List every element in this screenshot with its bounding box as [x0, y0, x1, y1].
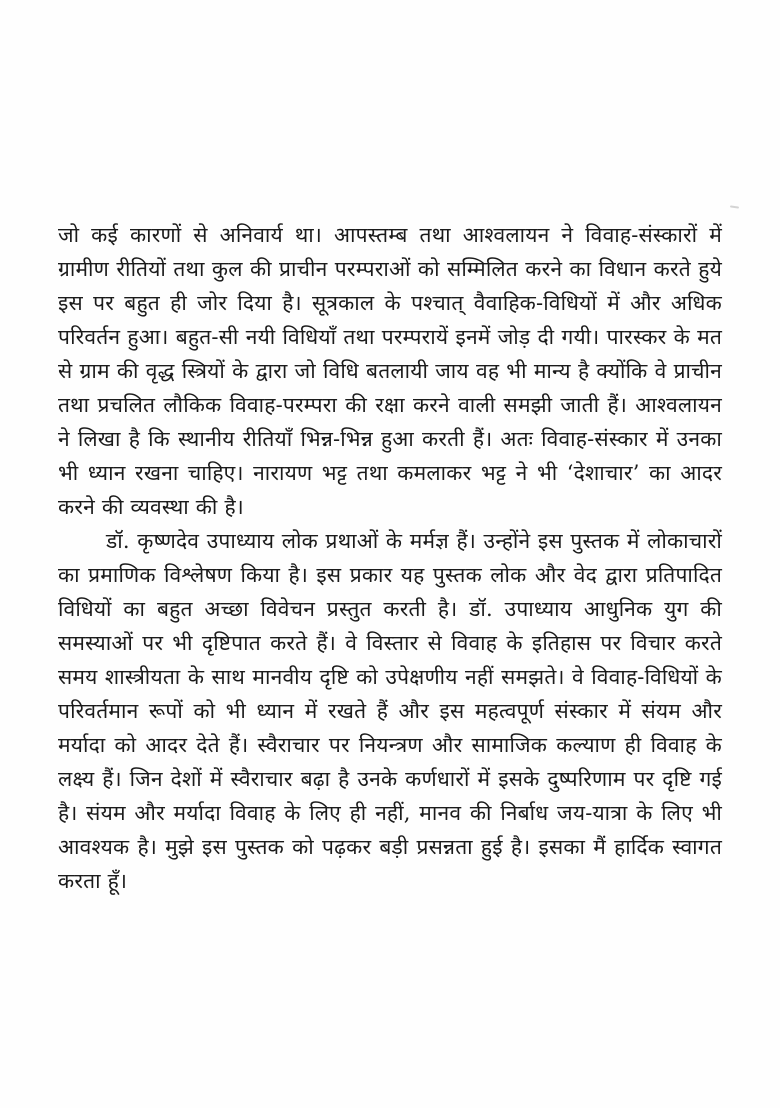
- scan-artifact-mark: [730, 205, 739, 208]
- paragraph-2: डॉ. कृष्णदेव उपाध्याय लोक प्रथाओं के मर्मज्ञ हैं। उन्होंने इस पुस्तक में लोकाचारों का प्रमाणिक विश्लेषण किया है। इस प्रकार यह पुस्तक लोक और वेद द्वारा प्रतिपादित विधियों का बहुत अच्छा विवेचन प्रस्तुत करती है। डॉ. उपाध्याय आधुनिक युग की समस्याओं पर भी दृष्टिपात करते हैं। वे विस्तार से विवाह के इतिहास पर विचार करते समय शास्त्रीयता के साथ मानवीय दृष्टि को उपेक्षणीय नहीं समझते। वे विवाह-विधियों के परिवर्तमान रूपों को भी ध्यान में रखते हैं और इस महत्वपूर्ण संस्कार में संयम और मर्यादा को आदर देते हैं। स्वैराचार पर नियन्त्रण और सामाजिक कल्याण ही विवाह के लक्ष्य हैं। जिन देशों में स्वैराचार बढ़ा है उनके कर्णधारों में इसके दुष्परिणाम पर दृष्टि गई है। संयम और मर्यादा विवाह के लिए ही नहीं, मानव की निर्बाध जय-यात्रा के लिए भी आवश्यक है। मुझे इस पुस्तक को पढ़कर बड़ी प्रसन्नता हुई है। इसका मैं हार्दिक स्वागत करता हूँ।: [58, 529, 722, 893]
- text-block: [58, 218, 722, 898]
- paragraph-1: जो कई कारणों से अनिवार्य था। आपस्तम्ब तथा आश्वलायन ने विवाह-संस्कारों में ग्रामीण रीतियों तथा कुल की प्राचीन परम्पराओं को सम्मिलित करने का विधान करते हुये इस पर बहुत ही जोर दिया है। सूत्रकाल के पश्चात् वैवाहिक-विधियों में और अधिक परिवर्तन हुआ। बहुत-सी नयी विधियाँ तथा परम्परायें इनमें जोड़ दी गयी। पारस्कर के मत से ग्राम की वृद्ध स्त्रियों के द्वारा जो विधि बतलायी जाय वह भी मान्य है क्योंकि वे प्राचीन तथा प्रचलित लौकिक विवाह-परम्परा की रक्षा करने वाली समझी जाती हैं। आश्वलायन ने लिखा है कि स्थानीय रीतियाँ भिन्न-भिन्न हुआ करती हैं। अतः विवाह-संस्कार में उनका भी ध्यान रखना चाहिए। नारायण भट्ट तथा कमलाकर भट्ट ने भी ‘देशाचार’ का आदर करने की व्यवस्था की है।: [58, 223, 722, 519]
